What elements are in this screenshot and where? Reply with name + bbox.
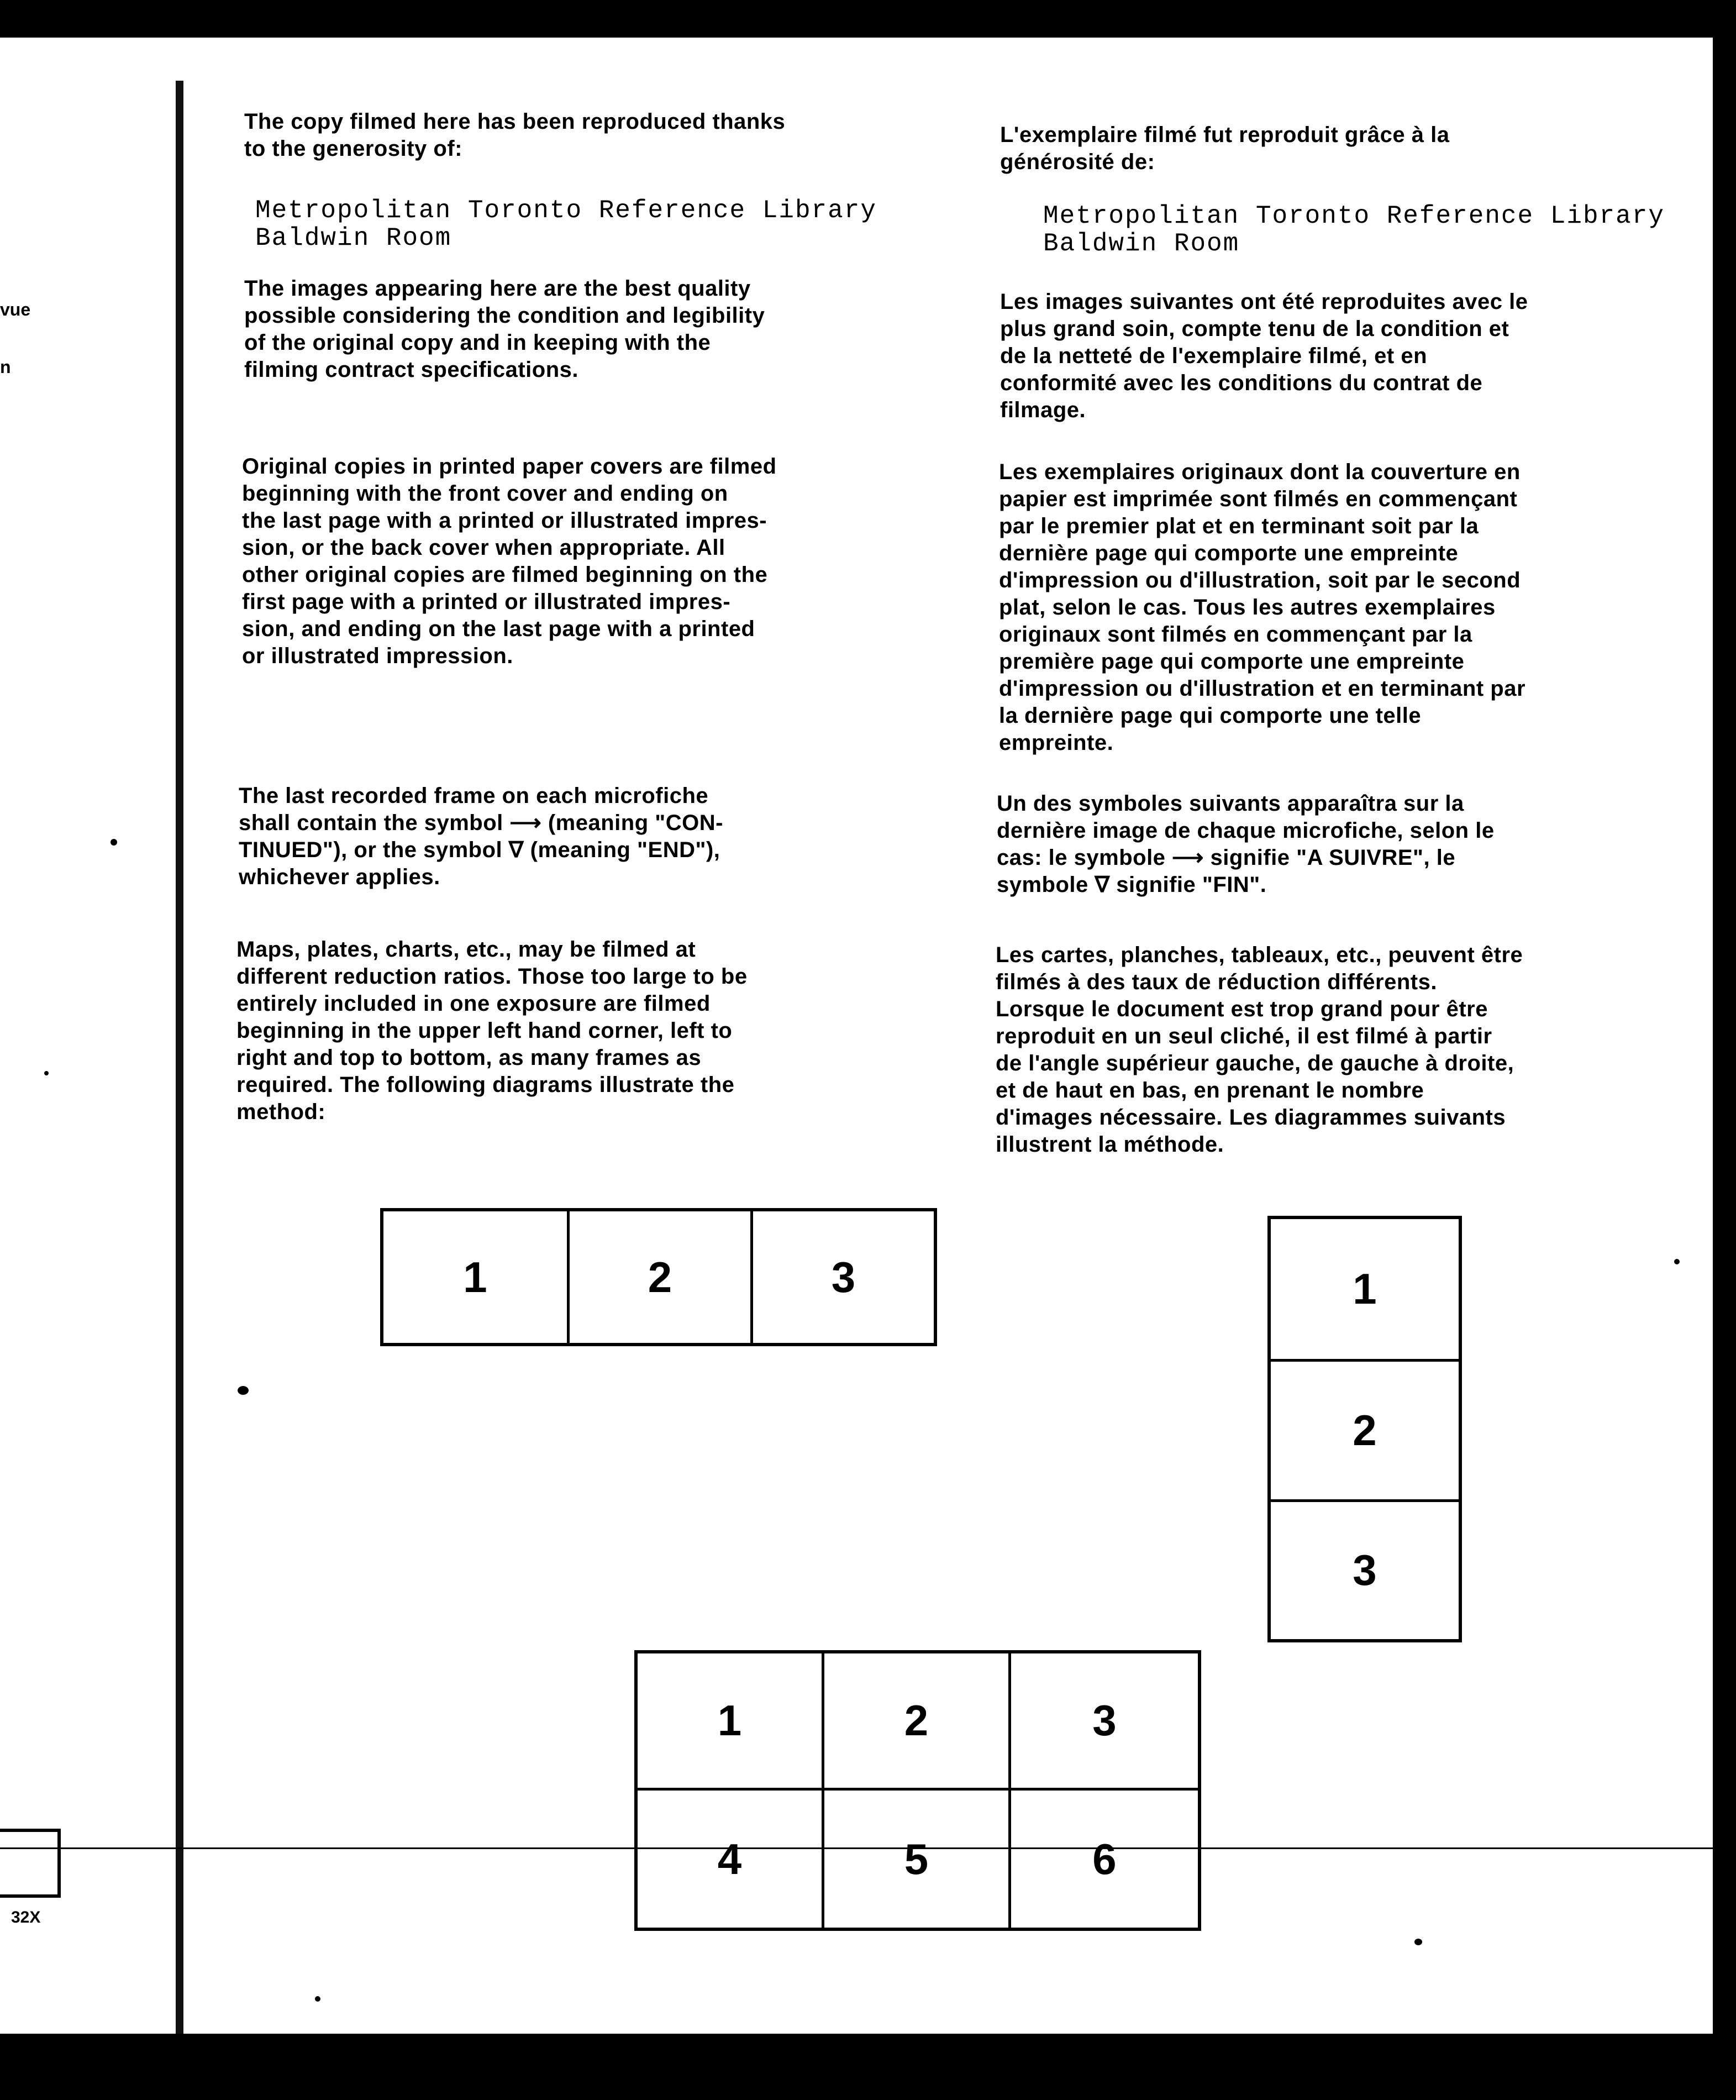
english-maps-note: Maps, plates, charts, etc., may be filmed at different reduction ratios. Those too large to be entirely included in one exposure are filmed beginning in the upper left hand corner, left to right and top to bottom, as many frames as required. The following diagrams illustrate the method: <box>236 937 748 1124</box>
edge-fragment-n: n <box>0 357 11 377</box>
frame-cell: 3 <box>750 1211 934 1343</box>
french-library-name: Metropolitan Toronto Reference Library Baldwin Room <box>1043 202 1665 258</box>
magnification-label: 32X <box>11 1908 41 1926</box>
frame-cell: 2 <box>567 1211 750 1343</box>
french-maps-note: Les cartes, planches, tableaux, etc., peuvent être filmés à des taux de réduction différents. Lorsque le document est trop grand pour être reproduit en un seul cliché, il est filmé à partir de l'angle supérieur gauche, de gauche à droite, et de haut en bas, en prenant le nombre d'images nécessaire. Les diagrammes suivants illustrent la méthode. <box>996 943 1523 1157</box>
frame-cell: 2 <box>1271 1359 1459 1499</box>
frame-cell: 5 <box>824 1791 1011 1928</box>
frame-cell: 2 <box>824 1653 1011 1791</box>
film-speck <box>1414 1939 1422 1945</box>
frame-cell: 3 <box>1011 1653 1198 1791</box>
english-quality-note: The images appearing here are the best quality possible considering the condition and legibility of the original copy and in keeping with the filming contract specifications. <box>244 276 765 382</box>
english-library-name: Metropolitan Toronto Reference Library Baldwin Room <box>255 196 877 253</box>
film-speck <box>238 1386 249 1395</box>
frame-cell: 1 <box>463 1252 487 1301</box>
edge-fragment-vue: vue <box>0 300 31 319</box>
english-thanks: The copy filmed here has been reproduced thanks to the generosity of: <box>244 109 786 161</box>
frame-cell: 4 <box>638 1791 824 1928</box>
frame-cell: 6 <box>1092 1834 1117 1883</box>
diagram-grid <box>634 1650 1201 1931</box>
diagram-horizontal <box>380 1208 937 1346</box>
film-speck <box>315 1996 320 2002</box>
film-speck <box>111 839 117 846</box>
french-thanks: L'exemplaire filmé fut reproduit grâce à la générosité de: <box>1000 123 1450 174</box>
frame-cell: 1 <box>1353 1264 1377 1314</box>
english-symbols-note: The last recorded frame on each microfiche shall contain the symbol ⟶ (meaning "CON- TINUED"), or the symbol ∇ (meaning "END"), whichever applies. <box>239 784 723 889</box>
edge-fragment-box <box>0 1829 61 1898</box>
french-covers-note: Les exemplaires originaux dont la couverture en papier est imprimée sont filmés en commençant par le premier plat et en terminant soit par la dernière page qui comporte une empreinte d'impression ou d'illustration, soit par le second plat, selon le cas. Tous les autres exemplaires originaux sont filmés en commençant par la première page qui comporte une empreinte d'impression ou d'illustration et en terminant par la dernière page qui comporte une telle empreinte. <box>999 460 1526 755</box>
french-symbols-note: Un des symboles suivants apparaîtra sur la dernière image de chaque microfiche, selon le cas: le symbole ⟶ signifie "A SUIVRE", le symbole ∇ signifie "FIN". <box>997 791 1495 897</box>
film-speck <box>44 1071 49 1075</box>
film-speck <box>1674 1259 1680 1264</box>
frame-cell: 3 <box>1271 1499 1459 1639</box>
english-covers-note: Original copies in printed paper covers are filmed beginning with the front cover and ending on the last page with a printed or illustrated impres- sion, or the back cover when appropriate. All other original copies are filmed beginning on the first page with a printed or illustrated impres- sion, and ending on the last page with a printed or illustrated impression. <box>242 454 777 668</box>
page-spine-shadow <box>176 81 183 2034</box>
frame-cell: 1 <box>638 1653 824 1791</box>
diagram-vertical <box>1267 1216 1462 1642</box>
microfiche-target-page <box>0 38 1713 2034</box>
french-quality-note: Les images suivantes ont été reproduites avec le plus grand soin, compte tenu de la condition et de la netteté de l'exemplaire filmé, et en conformité avec les conditions du contrat de filmage. <box>1000 290 1528 422</box>
